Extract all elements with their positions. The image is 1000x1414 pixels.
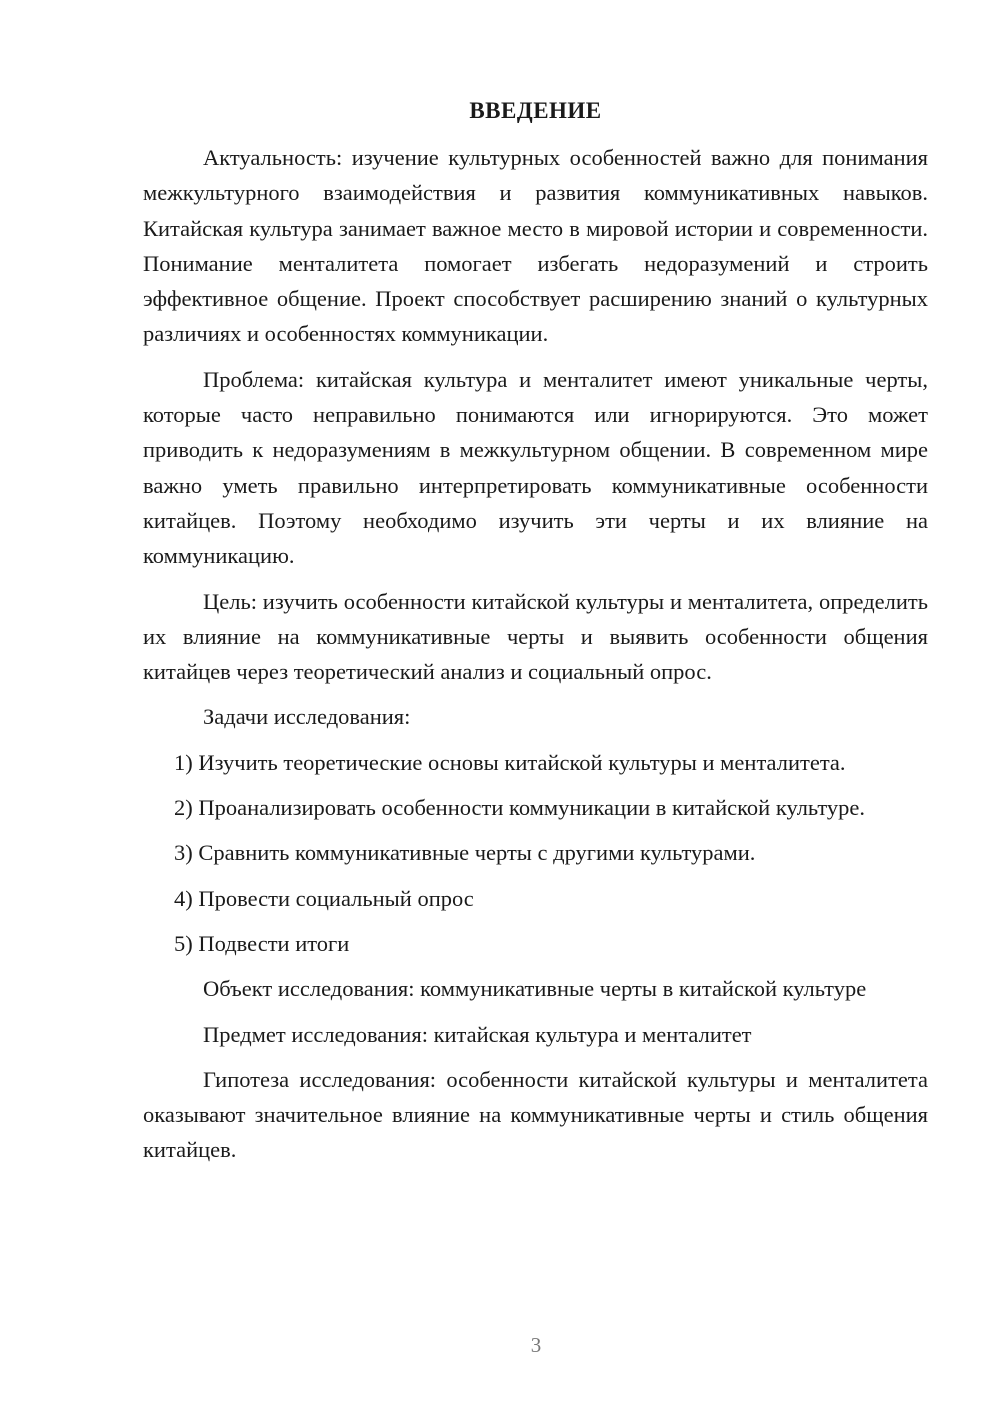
goal-paragraph: Цель: изучить особенности китайской культуры и менталитета, определить их влияние на коммуникативные черты и выявить особенности общения китайцев через теоретический анализ и социальный опрос. — [143, 588, 928, 685]
task-item-4: 4) Провести социальный опрос — [174, 885, 474, 911]
page-title: ВВЕДЕНИЕ — [469, 98, 602, 123]
problem-paragraph: Проблема: китайская культура и менталитет имеют уникальные черты, которые часто неправильно понимаются или игнорируются. Это может приводить к недоразумениям в межкультурном общении. В современном мире важно уметь правильно интерпретировать коммуникативные особенности китайцев. Поэтому необходимо изучить эти черты и их влияние на коммуникацию. — [143, 366, 928, 569]
object-paragraph: Объект исследования: коммуникативные черты в китайской культуре — [203, 976, 867, 1002]
tasks-heading: Задачи исследования: — [203, 704, 411, 730]
hypothesis-paragraph: Гипотеза исследования: особенности китайской культуры и менталитета оказывают значительное влияние на коммуникативные черты и стиль общения китайцев. — [143, 1066, 928, 1163]
task-item-5: 5) Подвести итоги — [174, 930, 350, 956]
page-number: 3 — [530, 1333, 542, 1357]
subject-paragraph: Предмет исследования: китайская культура и менталитет — [203, 1021, 752, 1047]
task-item-2: 2) Проанализировать особенности коммуникации в китайской культуре. — [174, 795, 865, 821]
task-item-1: 1) Изучить теоретические основы китайской культуры и менталитета. — [174, 749, 846, 775]
task-item-3: 3) Сравнить коммуникативные черты с другими культурами. — [174, 840, 756, 866]
relevance-paragraph: Актуальность: изучение культурных особенностей важно для понимания межкультурного взаимодействия и развития коммуникативных навыков. Китайская культура занимает важное место в мировой истории и современности. Понимание менталитета помогает избегать недоразумений и строить эффективное общение. Проект способствует расширению знаний о культурных различиях и особенностях коммуникации. — [143, 145, 928, 347]
page-content — [143, 96, 928, 1178]
